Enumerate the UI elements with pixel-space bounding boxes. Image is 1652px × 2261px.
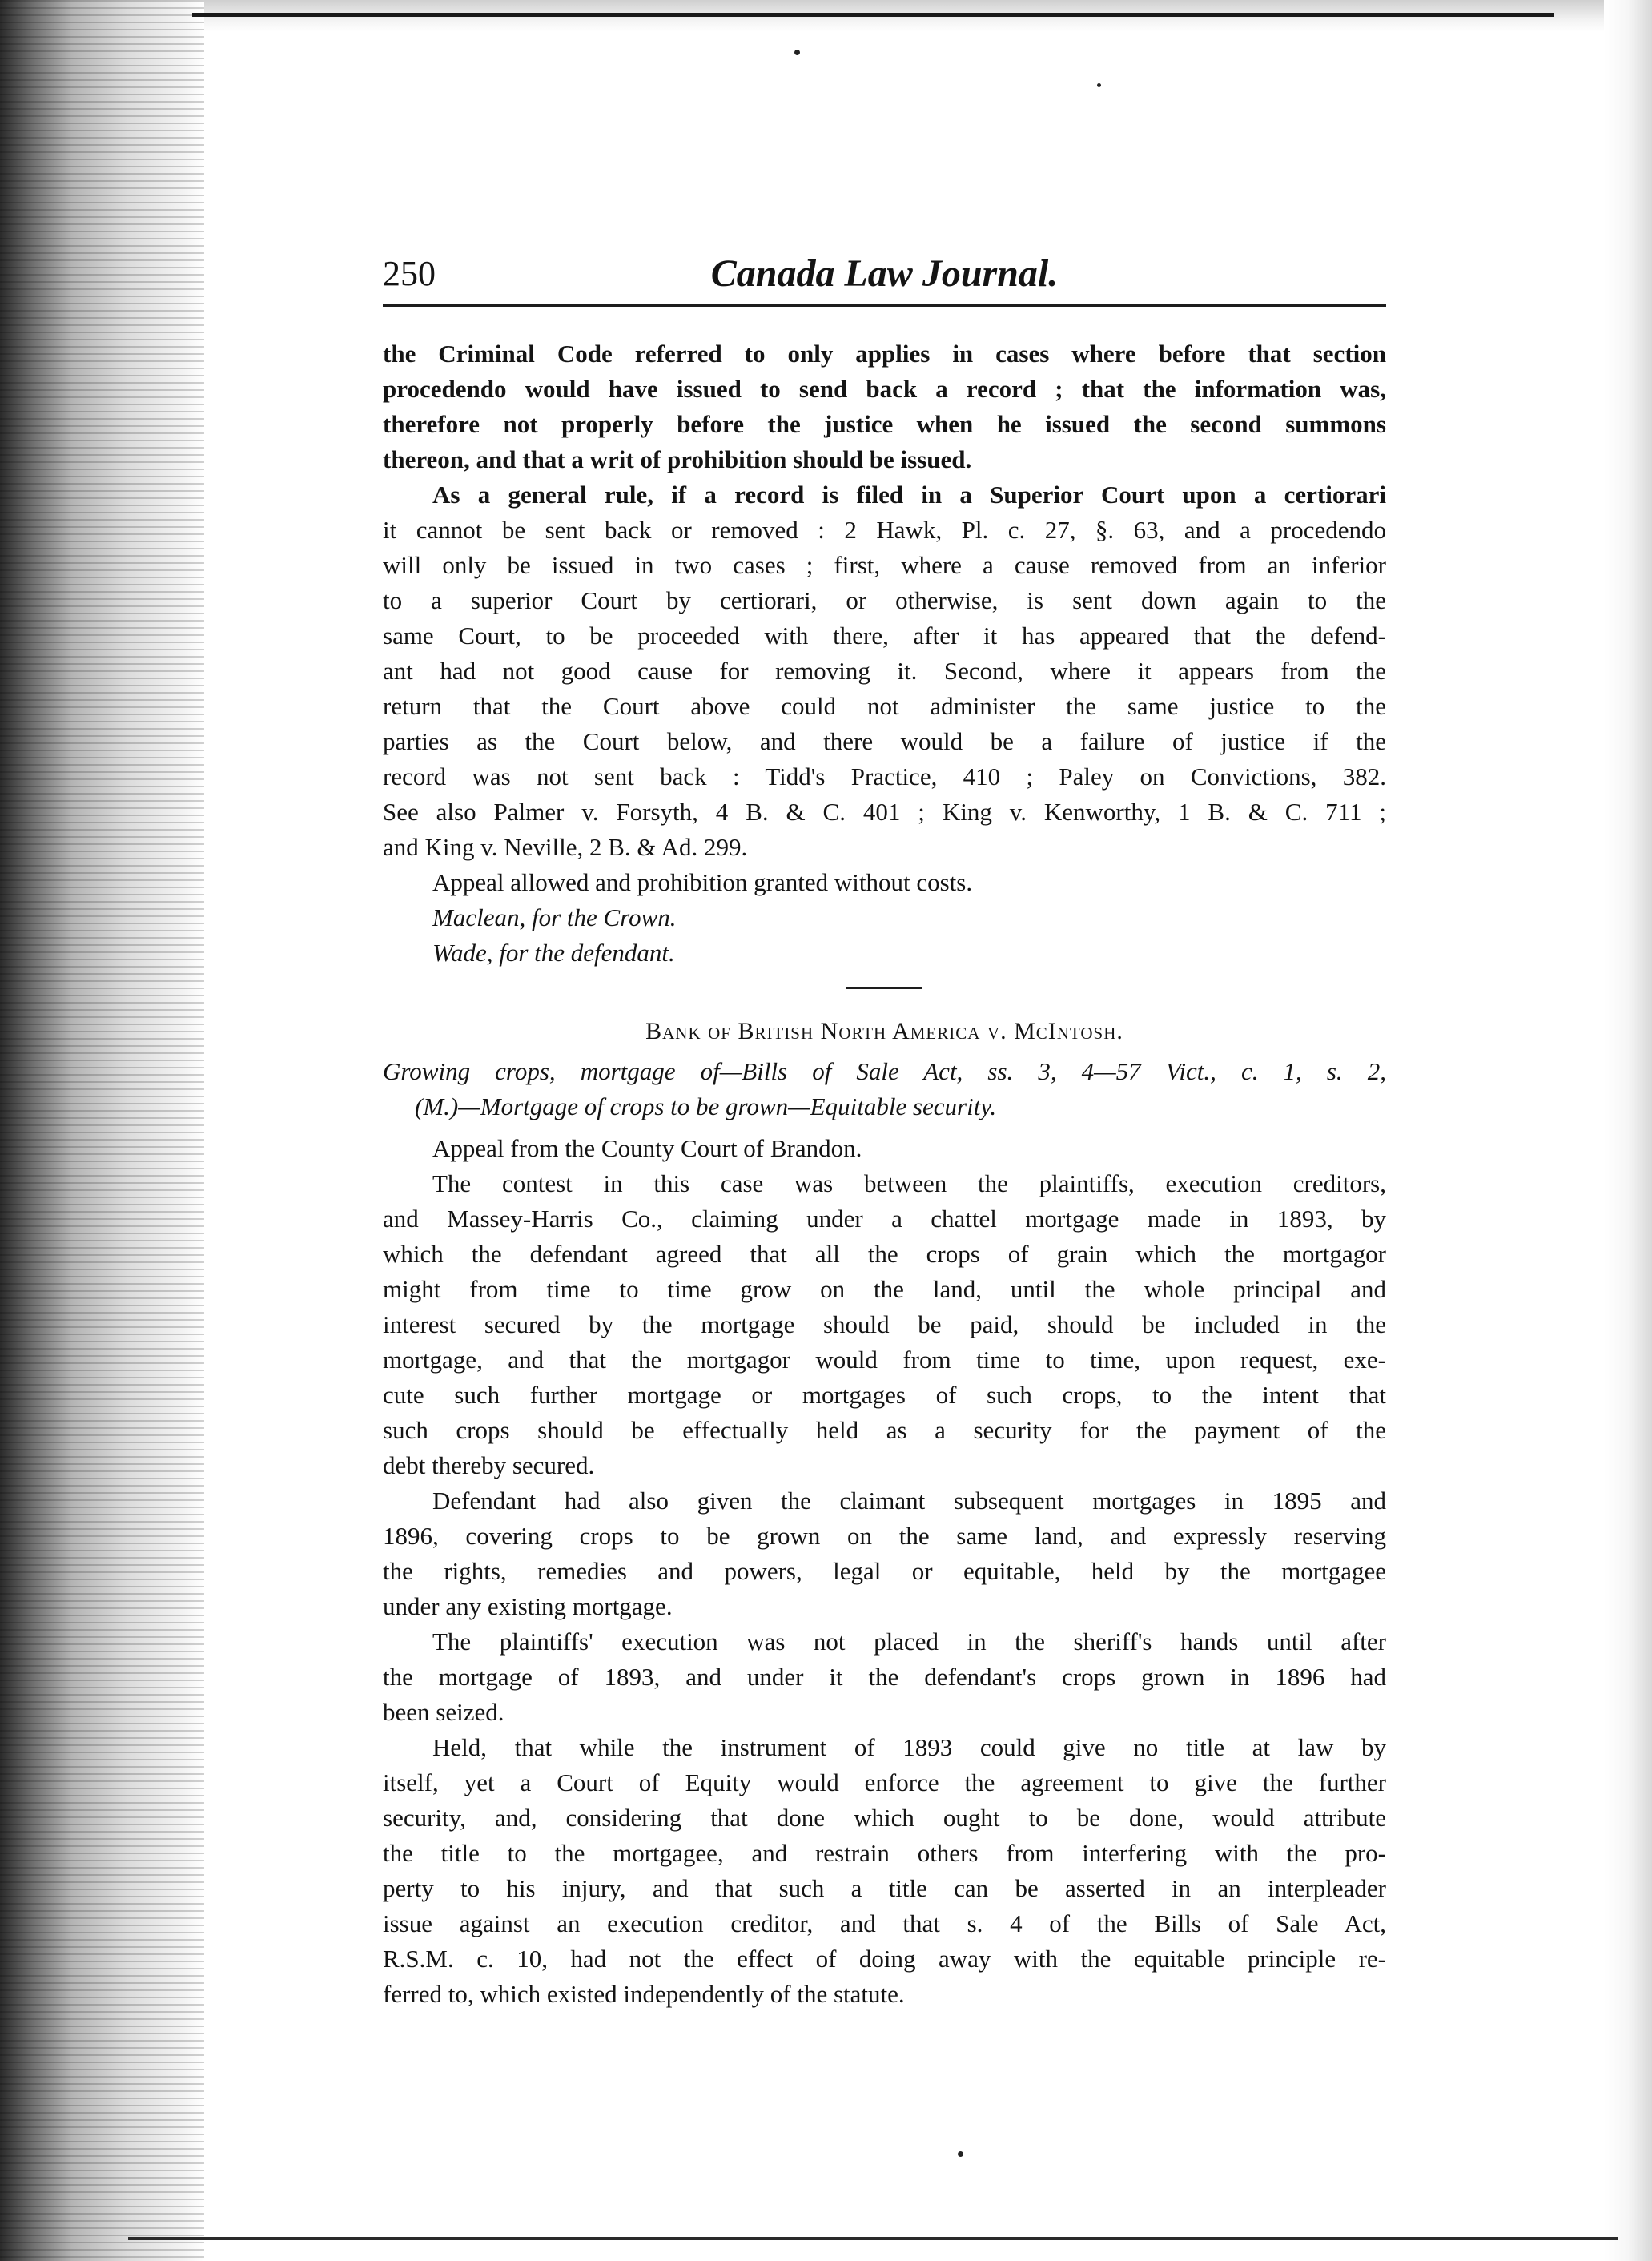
text-line: record was not sent back : Tidd's Practice, 410 ; Paley on Convictions, 382.	[383, 762, 1386, 791]
text-line: might from time to time grow on the land, until the whole principal and	[383, 1275, 1386, 1303]
text-line: under any existing mortgage.	[383, 1592, 673, 1620]
case-title: Bank of British North America v. McIntosh.	[645, 1018, 1123, 1044]
text-line: security, and, considering that done which ought to be done, would attribute	[383, 1804, 1386, 1832]
text-line: which the defendant agreed that all the crops of grain which the mortgagor	[383, 1240, 1386, 1268]
text-line: will only be issued in two cases ; first, where a cause removed from an inferior	[383, 551, 1386, 579]
page-header	[383, 250, 1386, 301]
scan-right-edge	[1604, 0, 1652, 2261]
spacer	[383, 1124, 1386, 1131]
paragraph-execution	[383, 1624, 1386, 1730]
text-line: mortgage, and that the mortgagor would from time to time, upon request, exe-	[383, 1346, 1386, 1374]
text-line: debt thereby secured.	[383, 1451, 595, 1479]
text-line: such crops should be effectually held as a security for the payment of the	[383, 1416, 1386, 1444]
scan-speck	[794, 50, 800, 55]
text-line: parties as the Court below, and there would be a failure of justice if the	[383, 727, 1386, 755]
text-line: ant had not good cause for removing it. Second, where it appears from the	[383, 657, 1386, 685]
headnote-line: Growing crops, mortgage of—Bills of Sale Act, ss. 3, 4—57 Vict., c. 1, s. 2,	[383, 1057, 1386, 1085]
paragraph-general-rule	[383, 477, 1386, 865]
text-line: itself, yet a Court of Equity would enforce the agreement to give the further	[383, 1768, 1386, 1796]
text-line: 1896, covering crops to be grown on the same land, and expressly reserving	[383, 1522, 1386, 1550]
text-line: the mortgage of 1893, and under it the defendant's crops grown in 1896 had	[383, 1663, 1386, 1691]
text-line: perty to his injury, and that such a title can be asserted in an interpleader	[383, 1874, 1386, 1902]
text-line: and Massey-Harris Co., claiming under a chattel mortgage made in 1893, by	[383, 1205, 1386, 1233]
text-line: See also Palmer v. Forsyth, 4 B. & C. 401 ; King v. Kenworthy, 1 B. & C. 711 ;	[383, 798, 1386, 826]
text-line: As a general rule, if a record is filed in a Superior Court upon a certiorari	[432, 481, 1386, 509]
page-body	[383, 336, 1386, 2012]
scan-top-border	[192, 13, 1554, 17]
text-line: same Court, to be proceeded with there, after it has appeared that the defend-	[383, 622, 1386, 650]
text-line: The plaintiffs' execution was not placed in the sheriff's hands until after	[432, 1627, 1386, 1656]
scan-speck	[958, 2151, 963, 2157]
running-title: Canada Law Journal.	[710, 252, 1059, 295]
text-line: therefore not properly before the justice when he issued the second summons	[383, 410, 1386, 438]
text-line: Appeal from the County Court of Brandon.	[432, 1134, 862, 1162]
section-separator	[383, 971, 1386, 1009]
headnote	[383, 1054, 1386, 1124]
paragraph-contest	[383, 1166, 1386, 1483]
text-line: and King v. Neville, 2 B. & Ad. 299.	[383, 833, 748, 861]
text-line: The contest in this case was between the plaintiffs, execution creditors,	[432, 1169, 1386, 1197]
text-line: issue against an execution creditor, and that s. 4 of the Bills of Sale Act,	[383, 1909, 1386, 1937]
text-line: ferred to, which existed independently of the statute.	[383, 1980, 905, 2008]
page-number: 250	[383, 254, 436, 293]
result-line: Appeal allowed and prohibition granted without costs.	[432, 868, 973, 896]
text-line: the Criminal Code referred to only applies in cases where before that section	[383, 340, 1386, 368]
text-line: procedendo would have issued to send back a record ; that the information was,	[383, 375, 1386, 403]
headnote-line: (M.)—Mortgage of crops to be grown—Equitable security.	[415, 1092, 997, 1120]
text-line: thereon, and that a writ of prohibition should be issued.	[383, 445, 972, 473]
text-line: R.S.M. c. 10, had not the effect of doing away with the equitable principle re-	[383, 1945, 1386, 1973]
scan-speck	[1097, 83, 1101, 87]
paragraph-criminal-code	[383, 336, 1386, 477]
disposition	[383, 865, 1386, 971]
text-line: cute such further mortgage or mortgages of such crops, to the intent that	[383, 1381, 1386, 1409]
text-line: been seized.	[383, 1698, 504, 1726]
counsel-crown: Maclean, for the Crown.	[432, 903, 677, 931]
counsel-defendant: Wade, for the defendant.	[432, 939, 675, 967]
text-line: Defendant had also given the claimant subsequent mortgages in 1895 and	[432, 1487, 1386, 1515]
header-rule	[383, 304, 1386, 307]
paragraph-subsequent-mortgages	[383, 1483, 1386, 1624]
text-line: it cannot be sent back or removed : 2 Hawk, Pl. c. 27, §. 63, and a procedendo	[383, 516, 1386, 544]
paragraph-held	[383, 1730, 1386, 2012]
text-line: interest secured by the mortgage should be paid, should be included in the	[383, 1310, 1386, 1338]
text-line: return that the Court above could not administer the same justice to the	[383, 692, 1386, 720]
text-line: Held, that while the instrument of 1893 could give no title at law by	[432, 1733, 1386, 1761]
text-line: the title to the mortgagee, and restrain others from interfering with the pro-	[383, 1839, 1386, 1867]
separator-rule	[846, 987, 922, 989]
text-line: to a superior Court by certiorari, or otherwise, is sent down again to the	[383, 586, 1386, 614]
scan-bottom-border	[128, 2237, 1618, 2240]
text-line: the rights, remedies and powers, legal or equitable, held by the mortgagee	[383, 1557, 1386, 1585]
paragraph-appeal	[383, 1131, 1386, 1166]
scan-binding-shadow	[0, 0, 204, 2261]
